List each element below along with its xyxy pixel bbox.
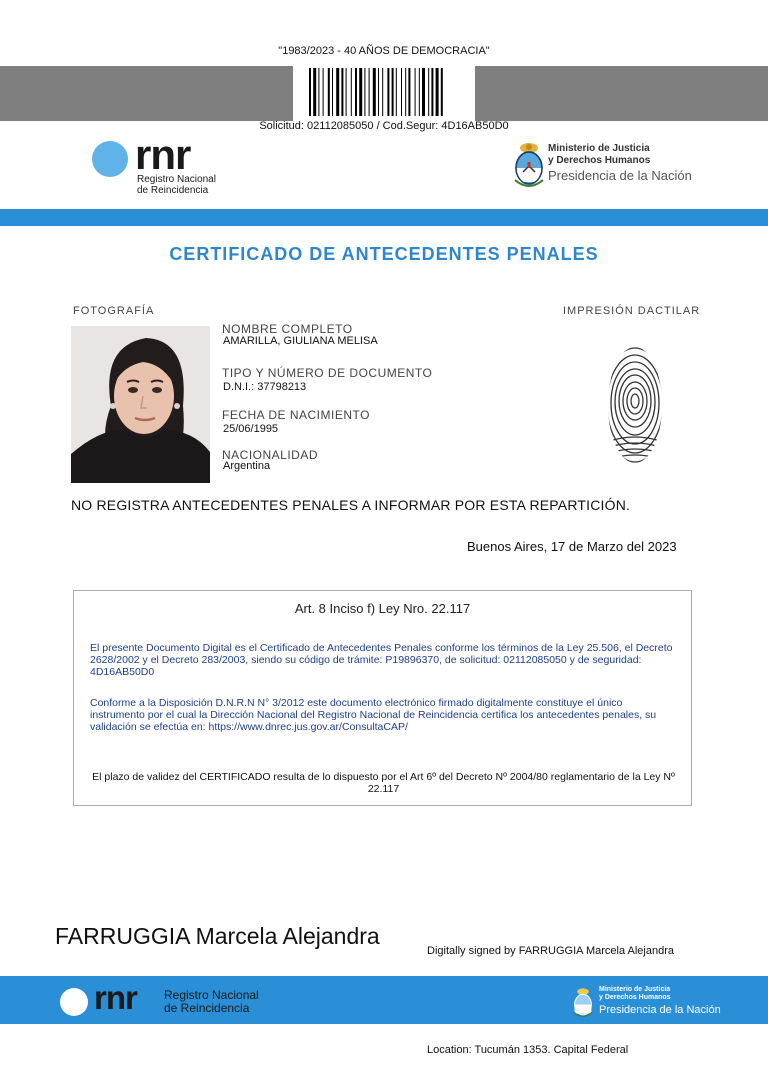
field-value-document: D.N.I.: 37798213	[223, 381, 307, 393]
legal-paragraph-validation: Conforme a la Disposición D.N.R.N N° 3/2012 este documento electrónico firmado digitalmente constituye el único instrumento por el cual la Dirección Nacional del Registro Nacional de Reincidencia certifica los antecedentes penales, su validación se efectúa en: https://www.dnrec.jus.gov.ar/ConsultaCAP/	[90, 697, 657, 733]
footer-coat-of-arms-icon	[572, 986, 594, 1018]
field-label-full-name: NOMBRE COMPLETO	[222, 322, 353, 336]
footer-rnr-dot-icon	[60, 988, 88, 1016]
no-records-statement: NO REGISTRA ANTECEDENTES PENALES A INFORMAR POR ESTA REPARTICIÓN.	[71, 497, 631, 513]
solicitud-code-line: Solicitud: 02112085050 / Cod.Segur: 4D16AB50D0	[259, 120, 509, 132]
footer-ministry-name-line1: Ministerio de Justicia	[599, 986, 671, 993]
signature-line-signed-by: Digitally signed by FARRUGGIA Marcela Alejandra	[427, 945, 674, 957]
footer-rnr-logo	[60, 979, 280, 1017]
barcode	[293, 66, 475, 121]
legal-notice-title: Art. 8 Inciso f) Ley Nro. 22.117	[294, 601, 471, 616]
footer-rnr-subtitle	[164, 989, 259, 1015]
rnr-dot-icon	[92, 141, 128, 177]
top-blue-band	[0, 209, 768, 226]
signature-line-location: Location: Tucumán 1353. Capital Federal	[427, 1044, 629, 1056]
field-value-birth-date: 25/06/1995	[223, 423, 279, 435]
footer-rnr-subtitle-line1: Registro Nacional	[164, 988, 259, 1002]
legal-paragraph-digital-document: El presente Documento Digital es el Certificado de Antecedentes Penales conforme los términos de la Ley 25.506, el Decreto 2628/2002 y el Decreto 283/2003, siendo su código de trámite: P19896370, de solicitud: 02112085050 y de seguridad: 4D16AB50D0	[90, 642, 673, 678]
field-value-full-name: AMARILLA, GIULIANA MELISA	[223, 335, 378, 347]
header-motto: "1983/2023 - 40 AÑOS DE DEMOCRACIA"	[278, 45, 490, 57]
field-value-nationality: Argentina	[223, 460, 271, 472]
field-label-nationality: NACIONALIDAD	[222, 448, 319, 462]
photo-label: FOTOGRAFÍA	[73, 305, 155, 317]
ministry-name	[548, 143, 650, 167]
portrait-photo	[71, 326, 210, 483]
footer-ministry-name	[599, 986, 671, 1002]
ministry-logo	[510, 140, 730, 190]
fingerprint-label: IMPRESIÓN DACTILAR	[563, 305, 701, 317]
certificate-title: CERTIFICADO DE ANTECEDENTES PENALES	[169, 244, 599, 264]
fingerprint-image	[604, 343, 666, 467]
signer-name: FARRUGGIA Marcela Alejandra	[55, 923, 380, 949]
footer-rnr-word: rnr	[94, 979, 137, 1016]
coat-of-arms-icon	[512, 140, 546, 188]
footer-ministry-logo	[572, 985, 762, 1019]
footer-ministry-name-line2: y Derechos Humanos	[599, 994, 671, 1001]
footer-rnr-subtitle-line2: de Reincidencia	[164, 1001, 250, 1015]
rnr-logo-subtitle-line2: de Reincidencia	[137, 185, 209, 196]
presidency-name: Presidencia de la Nación	[548, 168, 692, 183]
rnr-logo	[90, 131, 230, 203]
legal-notice-box	[73, 590, 692, 806]
footer-presidency-name: Presidencia de la Nación	[599, 1004, 721, 1016]
field-label-birth-date: FECHA DE NACIMIENTO	[222, 408, 370, 422]
rnr-logo-subtitle	[137, 174, 216, 196]
ministry-name-line2: y Derechos Humanos	[548, 155, 651, 166]
place-and-date: Buenos Aires, 17 de Marzo del 2023	[467, 539, 677, 554]
rnr-logo-word: rnr	[135, 131, 191, 178]
rnr-logo-subtitle-line1: Registro Nacional	[137, 174, 216, 185]
ministry-name-line1: Ministerio de Justicia	[548, 143, 650, 154]
legal-paragraph-validity: El plazo de validez del CERTIFICADO resulta de lo dispuesto por el Art 6º del Decreto Nº 2004/80 reglamentario de la Ley Nº 22.117	[92, 771, 675, 795]
field-label-document: TIPO Y NÚMERO DE DOCUMENTO	[222, 366, 433, 380]
